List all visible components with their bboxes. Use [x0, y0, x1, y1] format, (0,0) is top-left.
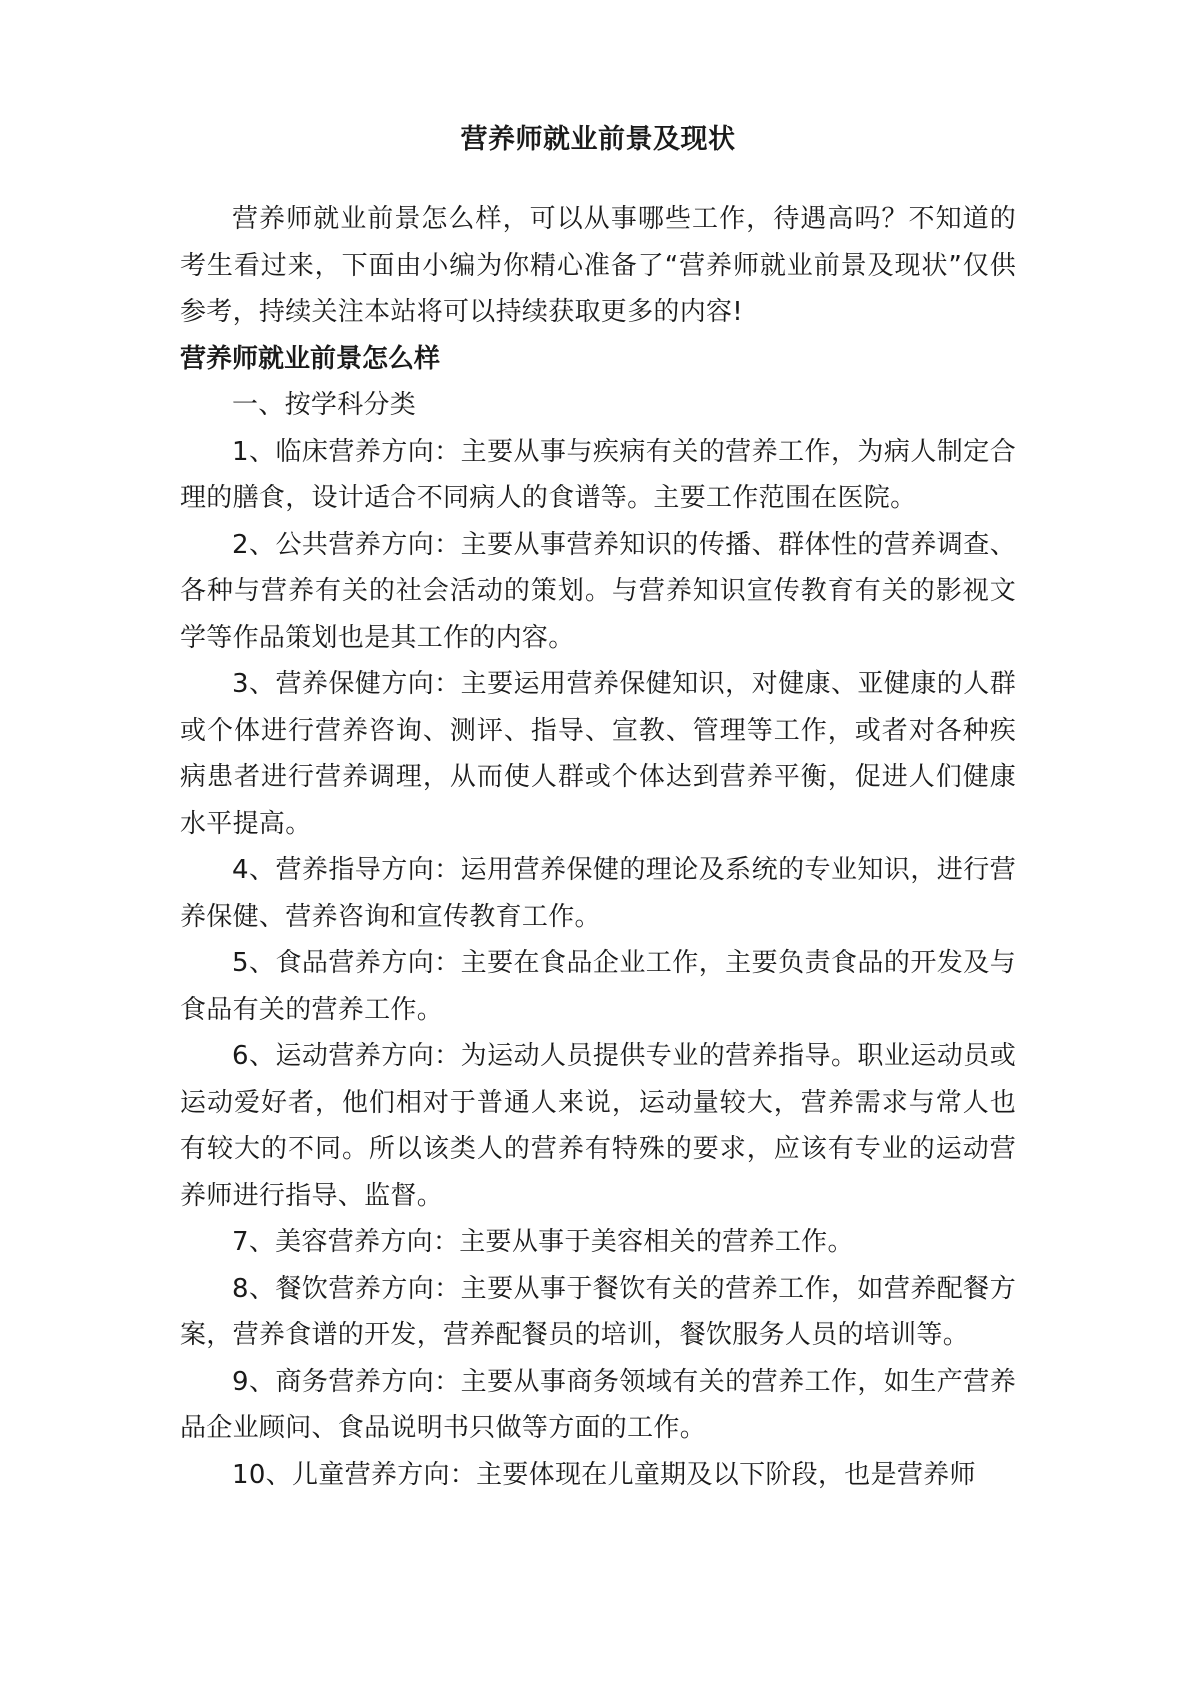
intro-paragraph: 营养师就业前景怎么样，可以从事哪些工作，待遇高吗？不知道的考生看过来，下面由小编为你精心准备了“营养师就业前景及现状”仅供参考，持续关注本站将可以持续获取更多的内容!	[180, 204, 1016, 327]
document-body	[180, 120, 1016, 1498]
list-item: 6、运动营养方向：为运动人员提供专业的营养指导。职业运动员或运动爱好者，他们相对于普通人来说，运动量较大，营养需求与常人也有较大的不同。所以该类人的营养有特殊的要求，应该有专业的运动营养师进行指导、监督。	[180, 1041, 1016, 1211]
list-item: 5、食品营养方向：主要在食品企业工作，主要负责食品的开发及与食品有关的营养工作。	[180, 948, 1016, 1025]
document-title: 营养师就业前景及现状	[460, 124, 736, 155]
list-item: 7、美容营养方向：主要从事于美容相关的营养工作。	[232, 1227, 854, 1257]
list-item: 10、儿童营养方向：主要体现在儿童期及以下阶段，也是营养师	[232, 1459, 976, 1490]
list-item: 3、营养保健方向：主要运用营养保健知识，对健康、亚健康的人群或个体进行营养咨询、测评、指导、宣教、管理等工作，或者对各种疾病患者进行营养调理，从而使人群或个体达到营养平衡，促进人们健康水平提高。	[180, 669, 1016, 839]
section-heading: 营养师就业前景怎么样	[180, 343, 441, 374]
list-item: 2、公共营养方向：主要从事营养知识的传播、群体性的营养调查、各种与营养有关的社会活动的策划。与营养知识宣传教育有关的影视文学等作品策划也是其工作的内容。	[180, 529, 1016, 653]
list-item: 9、商务营养方向：主要从事商务领域有关的营养工作，如生产营养品企业顾问、食品说明书只做等方面的工作。	[180, 1366, 1016, 1443]
subsection-heading: 一、按学科分类	[232, 390, 417, 420]
list-item: 8、餐饮营养方向：主要从事于餐饮有关的营养工作，如营养配餐方案，营养食谱的开发，营养配餐员的培训，餐饮服务人员的培训等。	[180, 1273, 1016, 1350]
list-item: 4、营养指导方向：运用营养保健的理论及系统的专业知识，进行营养保健、营养咨询和宣传教育工作。	[180, 855, 1016, 932]
list-item: 1、临床营养方向：主要从事与疾病有关的营养工作，为病人制定合理的膳食，设计适合不同病人的食谱等。主要工作范围在医院。	[180, 436, 1016, 513]
